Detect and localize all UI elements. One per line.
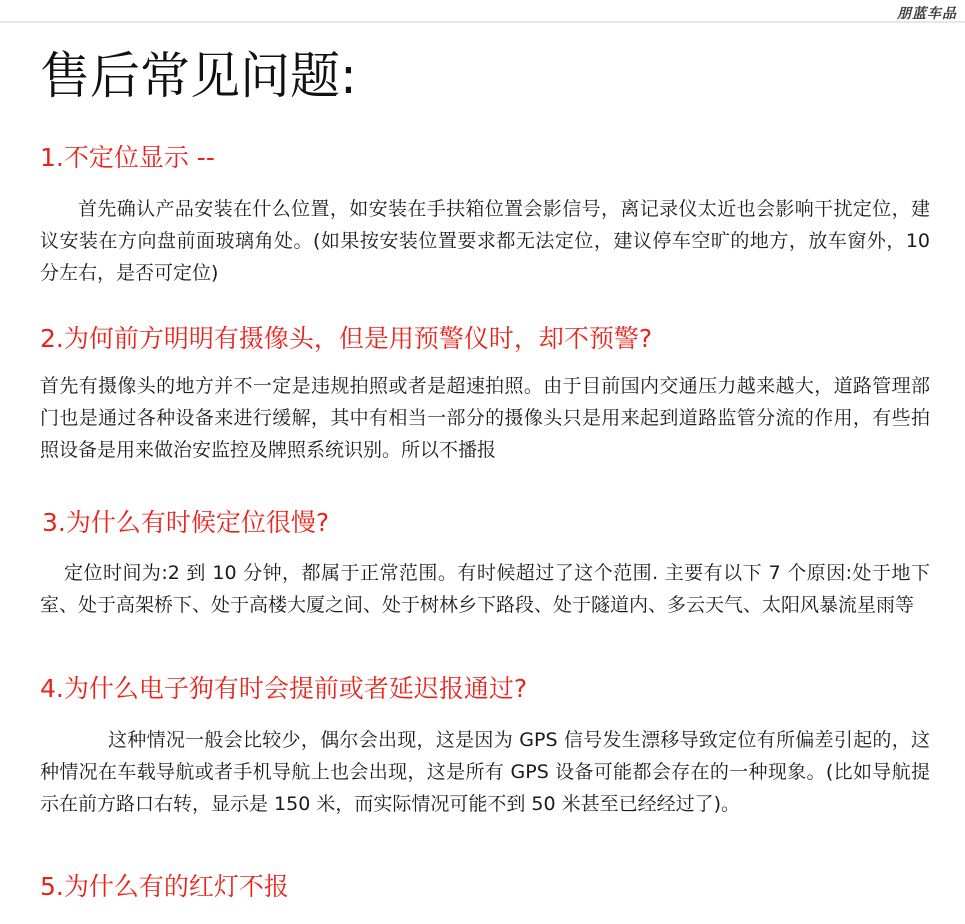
faq-question-2: 2.为何前方明明有摄像头，但是用预警仪时，却不预警?: [40, 324, 653, 353]
faq-question-5: 5.为什么有的红灯不报: [40, 872, 289, 901]
faq-question-3: 3.为什么有时候定位很慢?: [42, 508, 330, 537]
faq-answer-1: 首先确认产品安装在什么位置，如安装在手扶箱位置会影信号，离记录仪太近也会影响干扰定位，建议安装在方向盘前面玻璃角处。(如果按安装位置要求都无法定位，建议停车空旷的地方，放车窗外，10 分左右，是否可定位): [40, 198, 930, 284]
faq-question-4: 4.为什么电子狗有时会提前或者延迟报通过?: [40, 674, 528, 703]
faq-answer-3: 定位时间为:2 到 10 分钟，都属于正常范围。有时候超过了这个范围. 主要有以下 7 个原因:处于地下室、处于高架桥下、处于高楼大厦之间、处于树林乡下路段、处于隧道内、多云天气、太阳风暴流星雨等: [40, 562, 930, 616]
page-title: 售后常见问题:: [40, 47, 357, 105]
header-divider: [0, 21, 965, 23]
faq-answer-4: 这种情况一般会比较少，偶尔会出现，这是因为 GPS 信号发生漂移导致定位有所偏差引起的，这种情况在车载导航或者手机导航上也会出现，这是所有 GPS 设备可能都会存在的一种现象。(比如导航提示在前方路口右转，显示是 150 米，而实际情况可能不到 50 米甚至已经经过了)。: [40, 729, 930, 815]
brand-logo-text: 朋蓝车品: [897, 6, 957, 22]
faq-question-1: 1.不定位显示 --: [40, 143, 215, 172]
faq-answer-2: 首先有摄像头的地方并不一定是违规拍照或者是超速拍照。由于目前国内交通压力越来越大，道路管理部门也是通过各种设备来进行缓解，其中有相当一部分的摄像头只是用来起到道路监管分流的作用，有些拍照设备是用来做治安监控及牌照系统识别。所以不播报: [40, 375, 930, 461]
